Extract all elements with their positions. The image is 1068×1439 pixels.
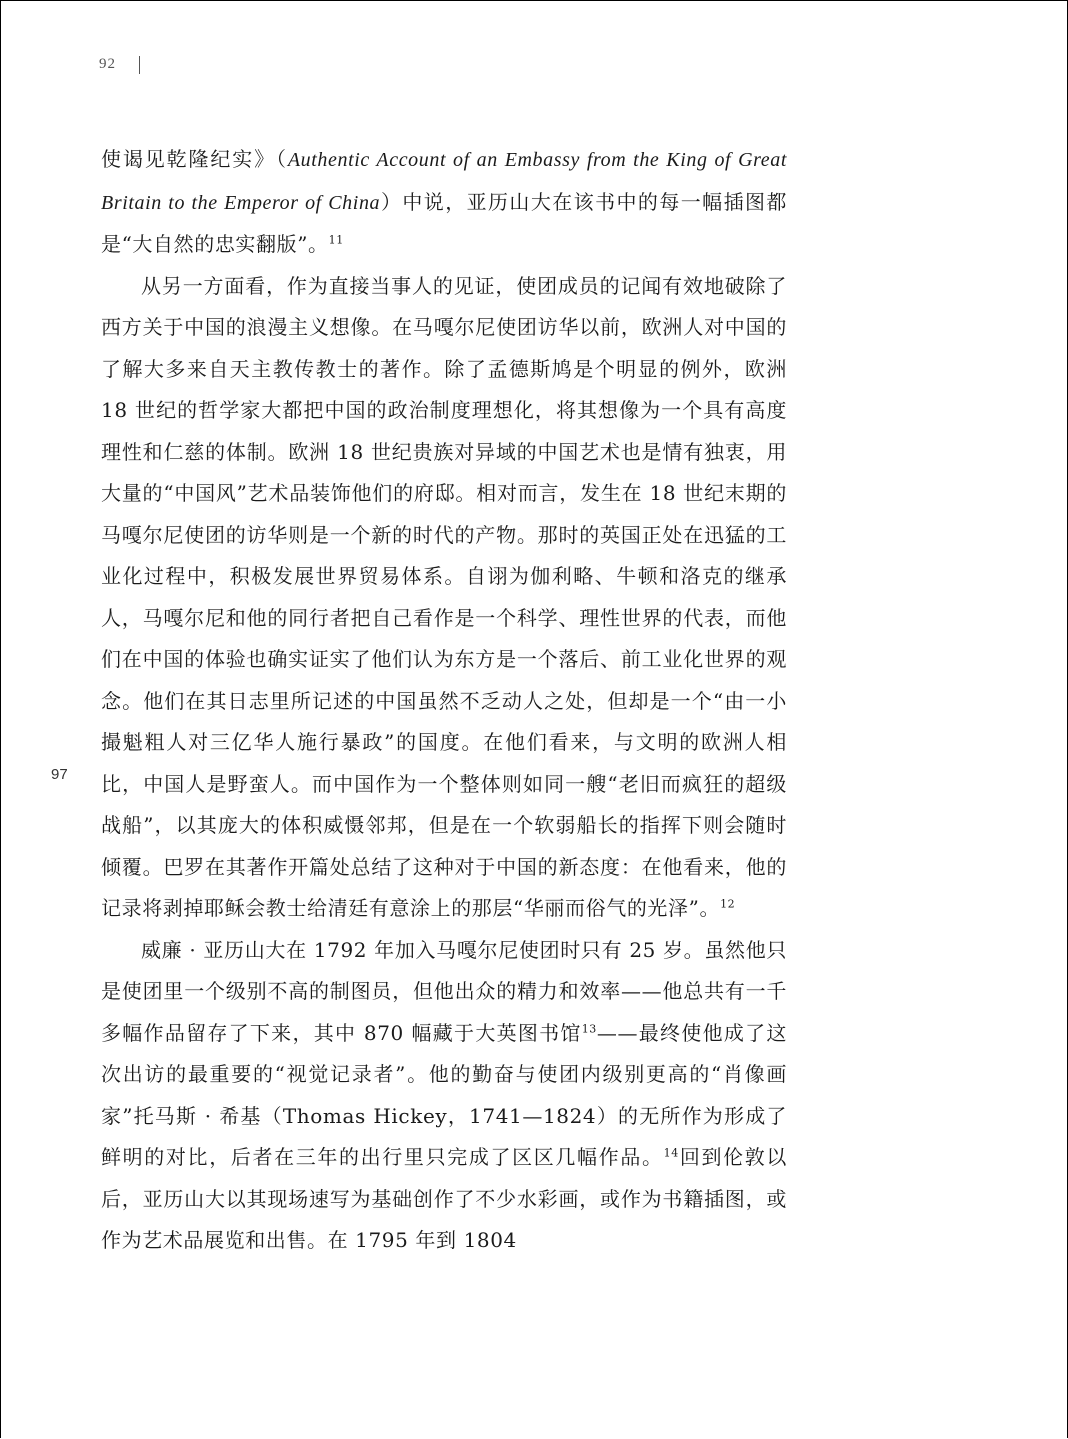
- footnote-ref: 13: [581, 1021, 597, 1035]
- text-run: 从另一方面看，作为直接当事人的见证，使团成员的记闻有效地破除了西方关于中国的浪漫主义想像。在马嘎尔尼使团访华以前，欧洲人对中国的了解大多来自天主教传教士的著作。除了孟德斯鸠是个明显的例外，欧洲 18 世纪的哲学家大都把中国的政治制度理想化，将其想像为一个具有高度理性和仁慈的体制。欧洲 18 世纪贵族对异域的中国艺术也是情有独衷，用大量的“中国风”艺术品装饰他们的府邸。相对而言，发生在 18 世纪末期的马嘎尔尼使团的访华则是一个新的时代的产物。那时的英国正处在迅猛的工业化过程中，积极发展世界贸易体系。自诩为伽利略、牛顿和洛克的继承人，马嘎尔尼和他的同行者把自己看作是一个科学、理性世界的代表，而他们在中国的体验也确实证实了他们认为东方是一个落后、前工业化世界的观念。他们在其日志里所记述的中国虽然不乏动人之处，但却是一个“由一小撮魁粗人对三亿华人施行暴政”的国度。在他们看来，与文明的欧洲人相比，中国人是野蛮人。而中国作为一个整体则如同一艘“老旧而疯狂的超级战船”，以其庞大的体积威慑邻邦，但是在一个软弱船长的指挥下则会随时倾覆。巴罗在其著作开篇处总结了这种对于中国的新态度：在他看来，他的记录将剥掉耶稣会教士给清廷有意涂上的那层“华丽而俗气的光泽”。: [101, 273, 787, 920]
- paragraph: [101, 266, 787, 930]
- text-run: 回到伦敦以后，亚历山大以其现场速写为基础创作了不少水彩画，或作为书籍插图，或作为艺术品展览和出售。在 1795 年到 1804: [101, 1145, 788, 1252]
- text-run: ）中说，亚历山大在该书中的每一幅插图都是“大自然的忠实翻版”。: [101, 189, 787, 256]
- page-number: 92: [99, 56, 116, 72]
- text-run: ——最终使他成了这次出访的最重要的“视觉记录者”。他的勤奋与使团内级别更高的“肖像画家”托马斯 · 希基（Thomas Hickey，1741—1824）的无所作为形成了鲜明的对比，后者在三年的出行里只完成了区区几幅作品。: [101, 1020, 787, 1169]
- paragraph: [101, 930, 787, 1262]
- text-run: 使谒见乾隆纪实》（: [101, 147, 288, 171]
- paragraph: [101, 139, 787, 266]
- header-divider: [139, 56, 140, 74]
- footnote-ref: 11: [328, 233, 344, 247]
- text-run: 威廉 · 亚历山大在 1792 年加入马嘎尔尼使团时只有 25 岁。虽然他只是使团里一个级别不高的制图员，但他出众的精力和效率——他总共有一千多幅作品留存了下来，其中 870 幅藏于大英图书馆: [101, 937, 787, 1045]
- footnote-ref: 12: [720, 897, 736, 911]
- book-title-english: Authentic Account of an Embassy from the King of Great Britain to the Emperor of China: [101, 149, 787, 214]
- original-page-marker: 97: [51, 766, 68, 783]
- footnote-ref: 14: [663, 1146, 679, 1160]
- body-text: [101, 139, 787, 1262]
